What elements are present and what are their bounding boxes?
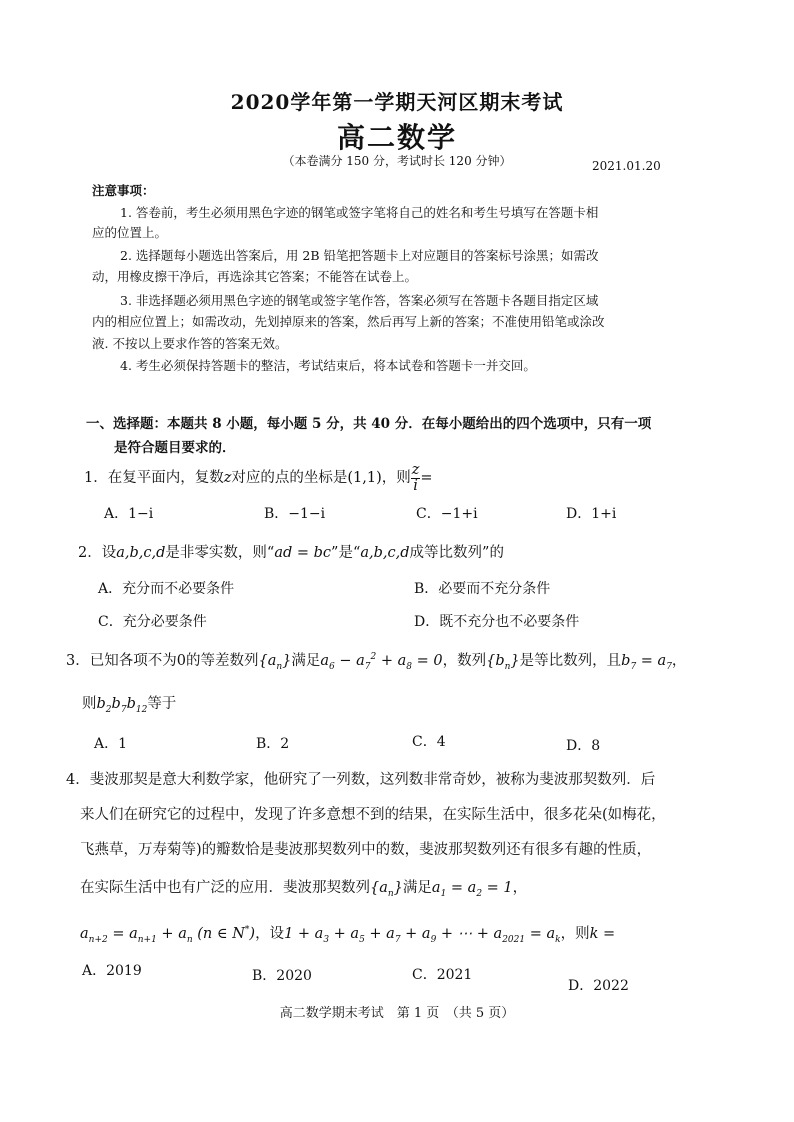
- notice-heading: 注意事项：: [92, 183, 155, 198]
- option-c: C．2021: [412, 967, 473, 983]
- question-4-line: 飞燕草，万寿菊等)的瓣数恰是斐波那契数列中的数，斐波那契数列还有很多有趣的性质，: [80, 842, 652, 858]
- option-c: C．充分必要条件: [98, 614, 207, 630]
- option-a: A．1−i: [104, 506, 154, 522]
- option-c: C．4: [412, 734, 446, 750]
- option-b: B．必要而不充分条件: [414, 581, 551, 597]
- notice-item: 动，用橡皮擦干净后，再选涂其它答案；不能答在试卷上。: [92, 269, 418, 284]
- question-number: 4．: [66, 772, 90, 788]
- page-footer: 高二数学期末考试 第 1 页 （共 5 页）: [279, 1006, 515, 1021]
- option-c: C．−1+i: [416, 506, 478, 522]
- option-d: D．2022: [568, 978, 629, 994]
- exam-note: （本卷满分 150 分，考试时长 120 分钟）: [282, 154, 512, 168]
- question-4: 4．斐波那契是意大利数学家，他研究了一列数，这列数非常奇妙，被称为斐波那契数列．后: [66, 772, 656, 788]
- exam-title: 2020学年第一学期天河区期末考试: [230, 90, 564, 114]
- question-number: 1．: [84, 470, 108, 486]
- question-2: 2．设a,b,c,d是非零实数，则“ad = bc”是“a,b,c,d成等比数列”的: [78, 545, 504, 561]
- notice-item: 液. 不按以上要求作答的答案无效。: [92, 336, 288, 351]
- notice-item: 内的相应位置上；如需改动，先划掉原来的答案，然后再写上新的答案；不准使用铅笔或涂改: [92, 314, 605, 329]
- option-d: D．8: [566, 738, 601, 754]
- question-4-line: $a_{n+2} = a_{n+1} + a_n$ (n ∈ N*)，设$1 + a_3 + a_5 + a_7 + a_9$ + ⋯ + $a_{2021} = a_k$，则k =: [80, 925, 616, 945]
- option-a: A．2019: [82, 963, 142, 979]
- exam-date: 2021.01.20: [592, 159, 661, 173]
- notice-item: 4. 考生必须保持答题卡的整洁，考试结束后，将本试卷和答题卡一并交回。: [120, 358, 536, 373]
- option-b: B．−1−i: [264, 506, 326, 522]
- option-d: D．1+i: [566, 506, 617, 522]
- question-1: 1．在复平面内，复数z对应的点的坐标是(1,1)，则 $\frac{z}{i}$ =: [84, 462, 433, 494]
- section-heading-cont: 是符合题目要求的．: [114, 440, 236, 456]
- question-3: 3．已知各项不为0的等差数列$\{a_n\}$满足$a_6 - a_7^2 + a_8 = 0$，数列$\{b_n\}$是等比数列，且$b_7 = a_7$，: [66, 652, 687, 672]
- option-a: A．充分而不必要条件: [98, 581, 235, 597]
- notice-item: 1. 答卷前，考生必须用黑色字迹的钢笔或签字笔将自己的姓名和考生号填写在答题卡相: [120, 205, 599, 220]
- question-4-line: 在实际生活中也有广泛的应用．斐波那契数列$\{a_n\}$满足$a_1 = a_2 = 1$，: [80, 880, 528, 899]
- fraction: $\frac{z}{i}$: [411, 462, 420, 494]
- option-b: B．2: [256, 736, 290, 752]
- question-3-cont: 则$b_2b_7b_{12}$等于: [82, 696, 177, 715]
- question-number: 2．: [78, 545, 102, 561]
- question-4-line: 来人们在研究它的过程中，发现了许多意想不到的结果，在实际生活中，很多花朵(如梅花，: [80, 807, 666, 823]
- notice-item: 3. 非选择题必须用黑色字迹的钢笔或签字笔作答，答案必须写在答题卡各题目指定区域: [120, 293, 599, 308]
- option-d: D．既不充分也不必要条件: [414, 614, 580, 630]
- section-heading: 一、选择题：本题共 8 小题，每小题 5 分，共 40 分．在每小题给出的四个选项中，只有一项: [86, 416, 652, 432]
- option-b: B．2020: [252, 968, 312, 984]
- notice-item: 应的位置上。: [92, 225, 168, 240]
- notice-item: 2. 选择题每小题选出答案后，用 2B 铅笔把答题卡上对应题目的答案标号涂黑；如需改: [120, 248, 599, 263]
- exam-subject: 高二数学: [336, 121, 457, 154]
- option-a: A．1: [94, 736, 128, 752]
- question-number: 3．: [66, 653, 90, 669]
